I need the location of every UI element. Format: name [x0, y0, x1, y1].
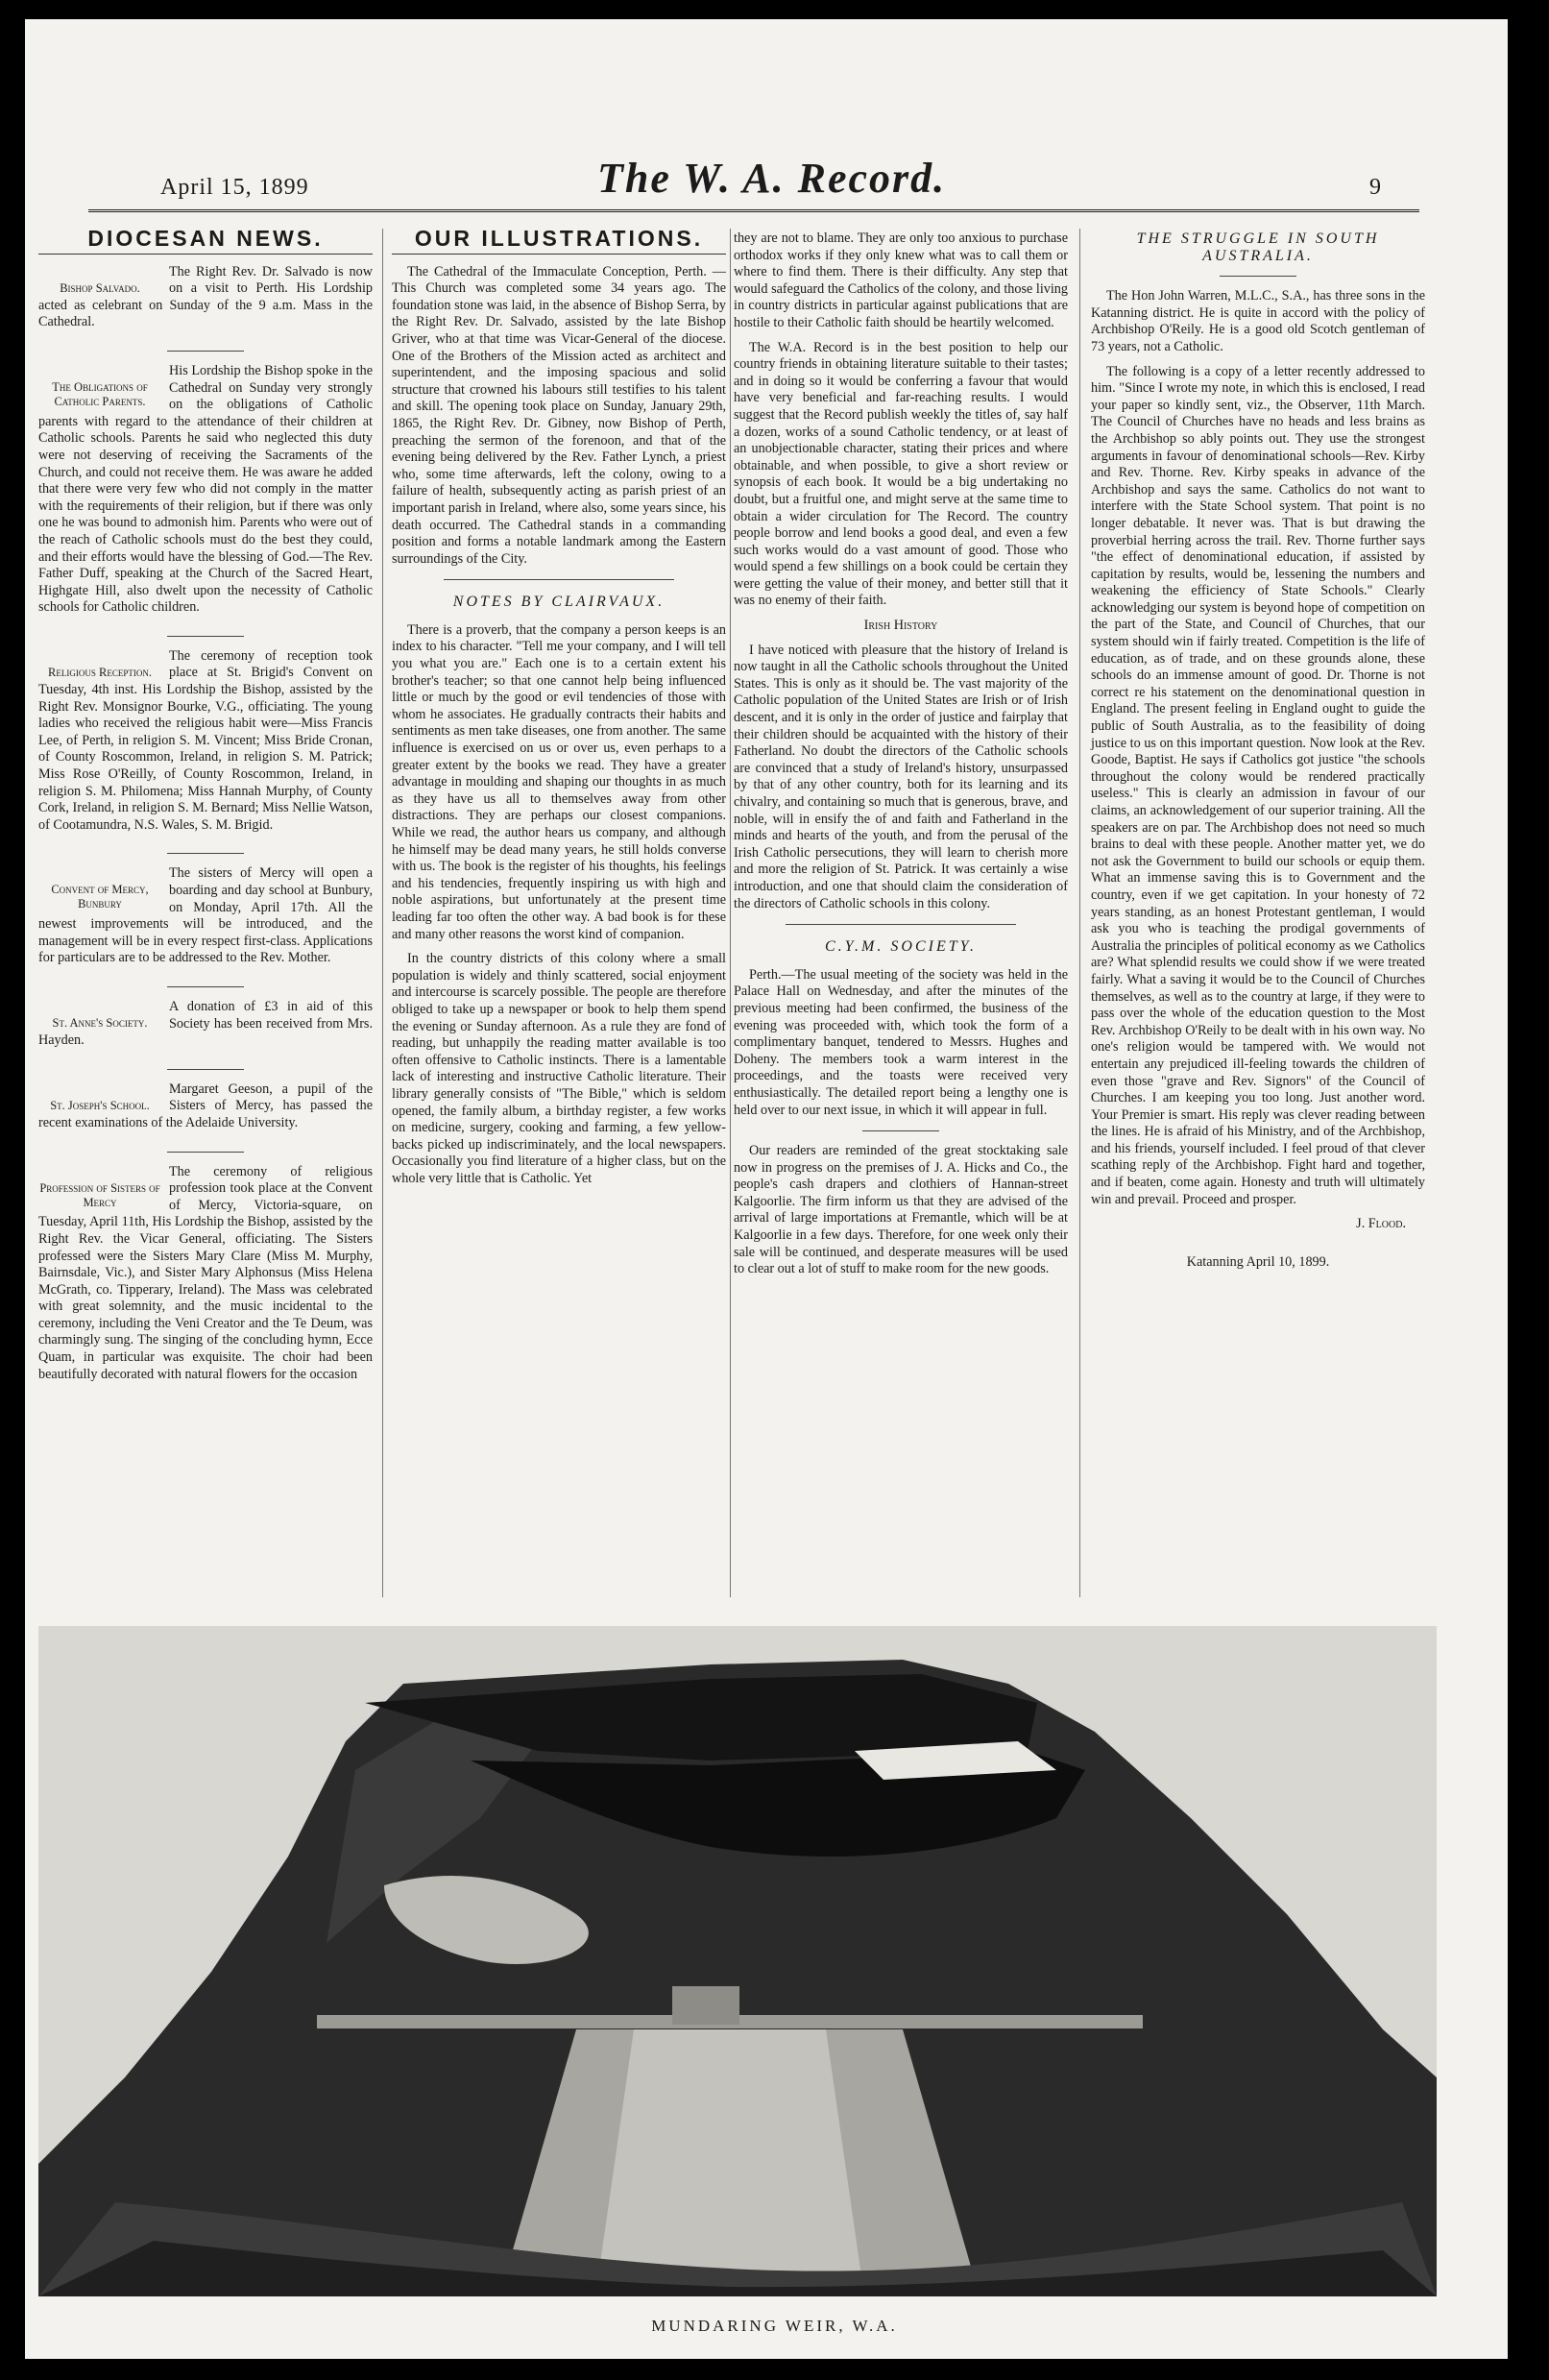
column-notes-continued: [734, 231, 1068, 1286]
news-item: [38, 264, 373, 339]
article-paragraph: The following is a copy of a letter recently addressed to him. "Since I wrote my note, in which this is enclosed, I read your paper so kindly sent, viz., the Observer, 11th March. The Council of Churches have no heads and less brains as the Archbishop so ably points out. They use the strongest arguments in favour of denominational schools—Rev. Kirby and Rev. Thorne. Rev. Kirby speaks in advance of the Archbishop and says the same. Catholics do not want to interfere with the State School system. That point is no longer debatable. It never was. That is but drawing the proverbial herring across the trail. Rev. Thorne further says "the effect of denominational education, if assisted by capitation by results, would be, lessening the numbers and weakening the efficiency of State Schools." Clearly acknowledging our system is beyond hope of competition on the part of the State, and Council of Churches, that our system should win if fairly treated. Competition is the life of education, as of trade, and on these grounds alone, these schools do an immense amount of good. Dr. Thorne is not correct re his statement on the denominational question in England. The present feeling in England ought to guide the public of South Australia, as to the feasibility of doing justice to us on this important question. Now look at the Rev. Goode, Baptist. He says if Catholics got justice "the schools throughout the colony would be rendered practically useless." This is clearly an admission in favour of our claims, an acknowledgement of our superior training. All the speakers are on par. The Archbishop does not need so much brains to deal with these people. Another matter yet, we do not ask the Government to build our schools or equip them. What an immense saving this is to Government and the country, even if we get capitation. In your honesty of 72 years standing, as an honest Protestant gentleman, I would ask you who is teaching the prodigal governments of Australia the principles of political economy as we Catholics are? What splendid results we could show if we were treated fairly. What a saving it would be to the Council of Churches themselves, as well as to the country at large, if they were to pass over the whole of the education question to the Most Rev. Archbishop O'Reily to be dealt with in his own way. No one's religion would be tampered with. We would not entertain any prejudiced ill-feeling towards the children of even those "grave and Rev. Signors" of the Council of Churches. I am keeping you too long. Just another word. Your Premier is smart. His reply was clever reading between the lines. He is afraid of his Ministry, and of the Archbishop, and his friends, yourself included. I feel proud of that clever scathing reply of the Archbishop. Fight hard and together, and if beaten, come again. Honesty and truth will ultimately win and prevail. Proceed and prosper.: [1091, 363, 1425, 1207]
side-heading: St. Anne's Society.: [52, 1015, 148, 1030]
news-text: A donation of £3 in aid of this Society has been received from Mrs. Hayden.: [38, 998, 373, 1049]
advertisement-paragraph: Our readers are reminded of the great stocktaking sale now in progress on the premises of J. A. Hicks and Co., the people's cash drapers and clothiers of Hannan-street Kalgoorlie. The firm inform us that they are advised of the arrival of large importations at Fremantle, which will be at Kalgoorlie in a few days. Therefore, for one week only their sale will be continued, and desperate measures will be used to clear out a lot of stuff to make room for the new goods.: [734, 1143, 1068, 1277]
divider: [862, 1130, 939, 1131]
side-heading: Religious Reception.: [48, 665, 152, 679]
article-paragraph: There is a proverb, that the company a person keeps is an index to his character. "Tell me your company, and I will tell you what you are." Each one is to a certain extent his brother's teacher; so that one cannot help being influenced little or much by the good or evil tendencies of those with whom he associates. He gradually contracts their habits and sentiments as men take diseases, one from another. The same influence is exercised on us or over us, even perhaps to a greater extent by the books we read. They have a greater advantage in moulding and shaping our thoughts in as much as they have us all to themselves away from other distractions. They are perhaps our closest companions. While we read, the author hears us company, and although he himself may be dead many years, he still holds converse with us. The book is the register of his thoughts, his feelings and his tendencies, frequently inspiring us with high and noble aspirations, but unfortunately at the present time leading far too often the other way. A bad book is for these and many other reasons the worst kind of companion.: [392, 621, 726, 942]
news-text: The ceremony of religious profession took place at the Convent of Mercy, Victoria-square, on Tuesday, April 11th, His Lordship the Bishop, assisted by the Right Rev. the Vicar General, officiating. The Sisters professed were the Sisters Mary Clare (Miss M. Murphy, Bairnsdale, Vic.), and Sister Mary Alphonsus (Miss Helena McGrath, co. Tipperary, Ireland). The Mass was celebrated with great solemnity, and the music incidental to the ceremony, including the Veni Creator and the Te Deum, was charmingly sung. The singing of the concluding hymn, Ecce Quam, in particular was exquisite. The choir had been beautifully decorated with natural flowers for the occasion: [38, 1163, 373, 1382]
column-struggle-south-australia: [1091, 231, 1425, 1278]
masthead: [60, 144, 1419, 202]
photo-caption: MUNDARING WEIR, W.A.: [651, 2317, 898, 2335]
news-item: [38, 648, 373, 842]
column-divider: [1079, 229, 1080, 1597]
section-heading-diocesan-news: DIOCESAN NEWS.: [38, 231, 373, 255]
news-text: The sisters of Mercy will open a boarding and day school at Bunbury, on Monday, April 17th. All the newest improvements will be introduced, and the management will be in every respect first-class. Applications for particulars are to be addressed to the Rev. Mother.: [38, 865, 373, 966]
letter-dateline: Katanning April 10, 1899.: [1186, 1253, 1330, 1270]
article-paragraph: The Hon John Warren, M.L.C., S.A., has three sons in the Katanning district. He is quite in accord with the policy of Archbishop O'Reily. He is a good old Scotch gentleman of 73 years, not a Catholic.: [1091, 288, 1425, 354]
section-heading-struggle: THE STRUGGLE IN SOUTH AUSTRALIA.: [1136, 231, 1380, 264]
section-heading-notes: NOTES BY CLAIRVAUX.: [452, 594, 666, 611]
divider: [167, 1152, 244, 1153]
issue-date: April 15, 1899: [160, 175, 309, 200]
letter-signature: J. Flood.: [1356, 1216, 1406, 1232]
page-number: 9: [1369, 175, 1381, 200]
section-heading-our-illustrations: OUR ILLUSTRATIONS.: [392, 231, 726, 255]
article-paragraph: I have noticed with pleasure that the history of Ireland is now taught in all the Catholic schools throughout the United States. This is only as it should be. The vast majority of the Catholic population of the United States are Irish or of Irish descent, and it is only in the order of justice and fairplay that their children should be acquainted with the history of their Fatherland. No doubt the directors of the Catholic schools are convinced that a study of Ireland's history, unsurpassed by that of any other country, both for its learning and its chivalry, and containing so much that is generous, brave, and noble, will in ensify the of and faith and Fatherland in the minds and hearts of the youth, and from the perusal of the Irish Catholic persecutions, they will learn to cherish more and more the religion of St. Patrick. It was certainly a wise introduction, and one that should claim the consideration of the directors of Catholic schools in this colony.: [734, 642, 1068, 911]
subheading-irish-history: Irish History: [863, 618, 938, 634]
side-heading: Convent of Mercy, Bunbury: [51, 883, 149, 911]
news-item: [38, 363, 373, 624]
article-paragraph: The W.A. Record is in the best position to help our country friends in obtaining literature suitable to their tastes; and in doing so it would be conferring a favour that would have very beneficial and far-reaching results. I would suggest that the Record publish weekly the titles of, say half a dozen, works of a sound Catholic tendency, or at least of an unobjectionable character, stating their prices and where obtainable, and when possible, to give a short review or synopsis of each book. It would be a big undertaking no doubt, but a fruitful one, and might serve at the same time to obtain a wider circulation for The Record. The country people borrow and lend books a good deal, and even a few such works would do a vast amount of good. Those who would spend a few shillings on a book could be certain they were getting the value of their money, and better still that it was no enemy of their faith.: [734, 339, 1068, 609]
divider: [167, 853, 244, 854]
news-text: His Lordship the Bishop spoke in the Cathedral on Sunday very strongly on the obligations of Catholic parents with regard to the attendance of their children at Catholic schools. Parents he said who neglected this duty were not deserving of receiving the Sacraments of the Church, and could not receive them. He was aware he added that there were very few who did not comply in the matter with the requirements of their religion, but if there was only one he was bound to admonish him. Parents who were out of the reach of Catholic schools must do the best they could, and their efforts would have the blessing of God.—The Rev. Father Duff, speaking at the Church of the Sacred Heart, Highgate Hill, also dwelt upon the necessity of Catholic schools for Catholic children.: [38, 362, 373, 616]
column-divider: [730, 229, 731, 1597]
divider: [167, 351, 244, 352]
news-text: Margaret Geeson, a pupil of the Sisters of Mercy, has passed the recent examinations of the Adelaide University.: [38, 1081, 373, 1130]
side-heading: Bishop Salvado.: [60, 280, 140, 295]
divider: [167, 636, 244, 637]
side-heading: The Obligations of Catholic Parents.: [52, 379, 148, 408]
side-heading: St. Joseph's School.: [50, 1098, 150, 1112]
news-item: [38, 865, 373, 975]
article-paragraph: The Cathedral of the Immaculate Conception, Perth. — This Church was completed some 34 years ago. The foundation stone was laid, in the absence of Bishop Serra, by the Right Rev. Dr. Salvado, assisted by the late Bishop Griver, who at that time was Vicar-General of the diocese. One of the Brothers of the Mission acted as architect and superintendent, and the imposing spacious and solid structure that crowned his labours still testifies to his talent and skill. The opening took place on Sunday, January 29th, 1865, the Right Rev. Dr. Gibney, now Bishop of Perth, preaching the sermon of the forenoon, and that of the evening being delivered by the Rev. Father Lynch, a priest who, some time afterwards, left the colony, owing to a failure of health, subsequently acting as parish priest of an important parish in Ireland, where also, some years since, his death occurred. The Cathedral stands in a commanding position and forms a notable landmark among the Eastern surroundings of the City.: [392, 263, 726, 567]
divider: [786, 924, 1016, 925]
column-our-illustrations: [392, 226, 726, 1195]
news-item: [38, 1164, 373, 1392]
divider: [167, 986, 244, 987]
mundaring-weir-photo: [38, 1626, 1437, 2296]
side-heading: Profession of Sisters of Mercy: [39, 1180, 160, 1209]
divider: [167, 1069, 244, 1070]
article-paragraph: they are not to blame. They are only too anxious to purchase orthodox works if they only knew what was to call them or where to find them. There is their difficulty. Any step that would safeguard the Catholics of the colony, and those living in country districts in particular against publications that are hostile to their Catholic faith should be heartily welcomed.: [734, 231, 1068, 330]
newspaper-title: The W. A. Record.: [597, 155, 947, 202]
news-item: [38, 1081, 373, 1140]
masthead-rule: [88, 209, 1419, 212]
column-diocesan-news: [38, 226, 373, 1400]
section-heading-cym-society: C.Y.M. SOCIETY.: [824, 938, 978, 956]
article-paragraph: In the country districts of this colony where a small population is widely and thinly scattered, social enjoyment and intercourse is scarcely possible. The people are therefore obliged to take up a newspaper or book to help them spend the evening or Sunday afternoon. As a rule they are fond of reading, but unhappily the reading matter available is too often offensive to Catholic instincts. There is a lamentable lack of interesting and instructive Catholic literature. Their library generally consists of "The Bible," which is seldom opened, the family album, a birthday register, a few works on medicine, surgery, cooking and farming, a few yellow-backs picked up indiscriminately, and the local newspapers. Occasionally you find literature of a higher class, but on the whole very little that is Catholic. Yet: [392, 951, 726, 1186]
article-paragraph: Perth.—The usual meeting of the society was held in the Palace Hall on Wednesday, and after the minutes of the previous meeting had been confirmed, the business of the evening was proceeded with, which took the form of a complimentary banquet, tendered to Messrs. Hughes and Doheny. The members took a warm interest in the proceedings, and the toasts were received very enthusiastically. The detailed report being a lengthy one is held over to our next issue, in which it will appear in full.: [734, 966, 1068, 1118]
divider: [444, 579, 674, 580]
weir-illustration: [38, 1626, 1437, 2296]
news-text: The ceremony of reception took place at St. Brigid's Convent on Tuesday, 4th inst. His Lordship the Bishop, assisted by the Right Rev. Monsignor Bourke, V.G., officiating. The young ladies who received the religious habit were—Miss Francis Lee, of Perth, in religion S. M. Vincent; Miss Bride Cronan, of County Roscommon, Ireland, in religion S. M. Patrick; Miss Rose O'Reilly, of County Roscommon, Ireland, in religion S. M. Philomena; Miss Hannah Murphy, of County Cork, Ireland, in religion S. M. Bernard; Miss Nellie Watson, of Cootamundra, N.S. Wales, S. M. Brigid.: [38, 647, 373, 833]
divider: [1220, 276, 1296, 277]
news-item: [38, 999, 373, 1057]
column-divider: [382, 229, 383, 1597]
news-text: The Right Rev. Dr. Salvado is now on a visit to Perth. His Lordship acted as celebrant on Sunday of the 9 a.m. Mass in the Cathedral.: [38, 263, 373, 330]
